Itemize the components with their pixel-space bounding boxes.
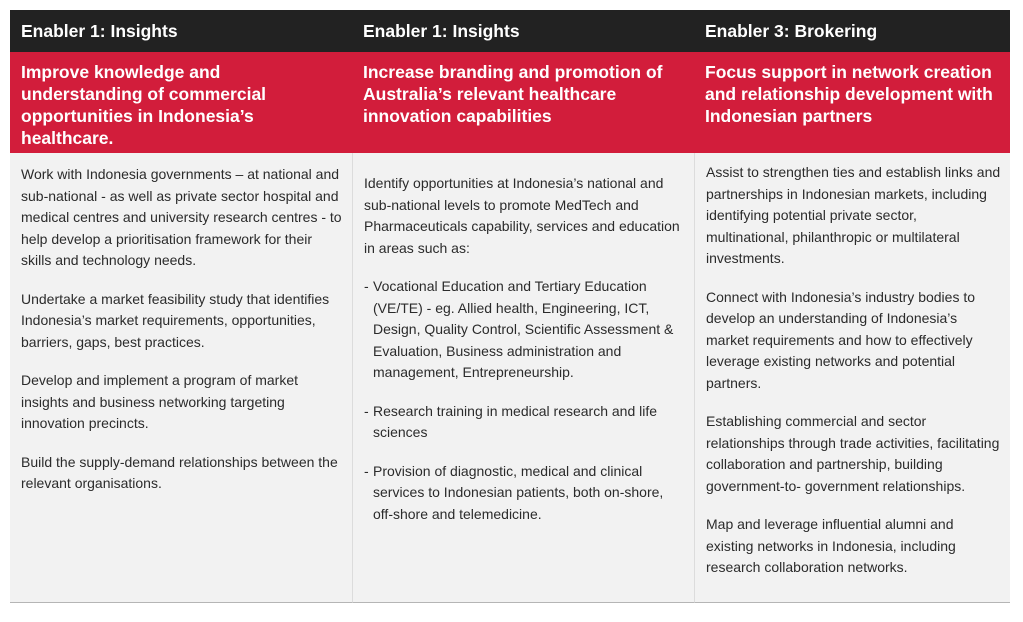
- column-header-1: Enabler 1: Insights: [10, 10, 352, 52]
- column-subheader-2: Increase branding and promotion of Australia’s relevant healthcare innovation capabilities: [352, 52, 694, 153]
- list-item-text: Vocational Education and Tertiary Education (VE/TE) - eg. Allied health, Engineering, ICT, Design, Quality Control, Scientific Assessment & Evaluation, Business administration and management, Entrepreneurship.: [373, 278, 674, 380]
- bullet-list: [364, 276, 686, 525]
- column-header-2: Enabler 1: Insights: [352, 10, 694, 52]
- body-paragraph: Assist to strengthen ties and establish links and partnerships in Indonesian markets, including identifying potential private sector, multinational, philanthropic or multilateral investments.: [706, 164, 1001, 266]
- body-paragraph: Undertake a market feasibility study that identifies Indonesia’s market requirements, opportunities, barriers, gaps, best practices.: [21, 290, 330, 350]
- list-item: [364, 401, 686, 444]
- list-item-text: Provision of diagnostic, medical and clinical services to Indonesian patients, both on-shore, off-shore and telemedicine.: [373, 462, 664, 522]
- column-body-2: [352, 153, 694, 603]
- column-body-3: [694, 153, 1010, 603]
- body-paragraph: Work with Indonesia governments – at national and sub-national - as well as private sector hospital and medical centres and university research centres - to help develop a prioritisation framework for their skills and technology needs.: [21, 166, 342, 268]
- column-subheader-3: Focus support in network creation and relationship development with Indonesian partners: [694, 52, 1010, 153]
- column-header-3: Enabler 3: Brokering: [694, 10, 1010, 52]
- body-paragraph: Develop and implement a program of market insights and business networking targeting innovation precincts.: [21, 372, 299, 431]
- dash-marker: -: [364, 402, 369, 419]
- list-item-text: Research training in medical research and life sciences: [373, 402, 658, 440]
- list-item: [364, 276, 686, 384]
- body-paragraph: Establishing commercial and sector relationships through trade activities, facilitating collaboration and partnership, building government-to- government relationships.: [706, 413, 1000, 494]
- body-intro: Identify opportunities at Indonesia’s national and sub-national levels to promote MedTech and Pharmaceuticals capability, services and education in areas such as:: [364, 175, 680, 256]
- dash-marker: -: [364, 278, 369, 294]
- body-paragraph: Build the supply-demand relationships between the relevant organisations.: [21, 453, 338, 491]
- column-subheader-1: Improve knowledge and understanding of commercial opportunities in Indonesia’s healthcare.: [10, 52, 352, 153]
- column-body-1: [10, 153, 352, 603]
- body-paragraph: Map and leverage influential alumni and existing networks in Indonesia, including research collaboration networks.: [706, 516, 956, 575]
- list-item: [364, 461, 686, 526]
- dash-marker: -: [364, 462, 369, 479]
- body-paragraph: Connect with Indonesia’s industry bodies to develop an understanding of Indonesia’s market requirements and how to effectively leverage existing networks and potential partners.: [706, 288, 976, 391]
- enablers-table: [10, 10, 1010, 603]
